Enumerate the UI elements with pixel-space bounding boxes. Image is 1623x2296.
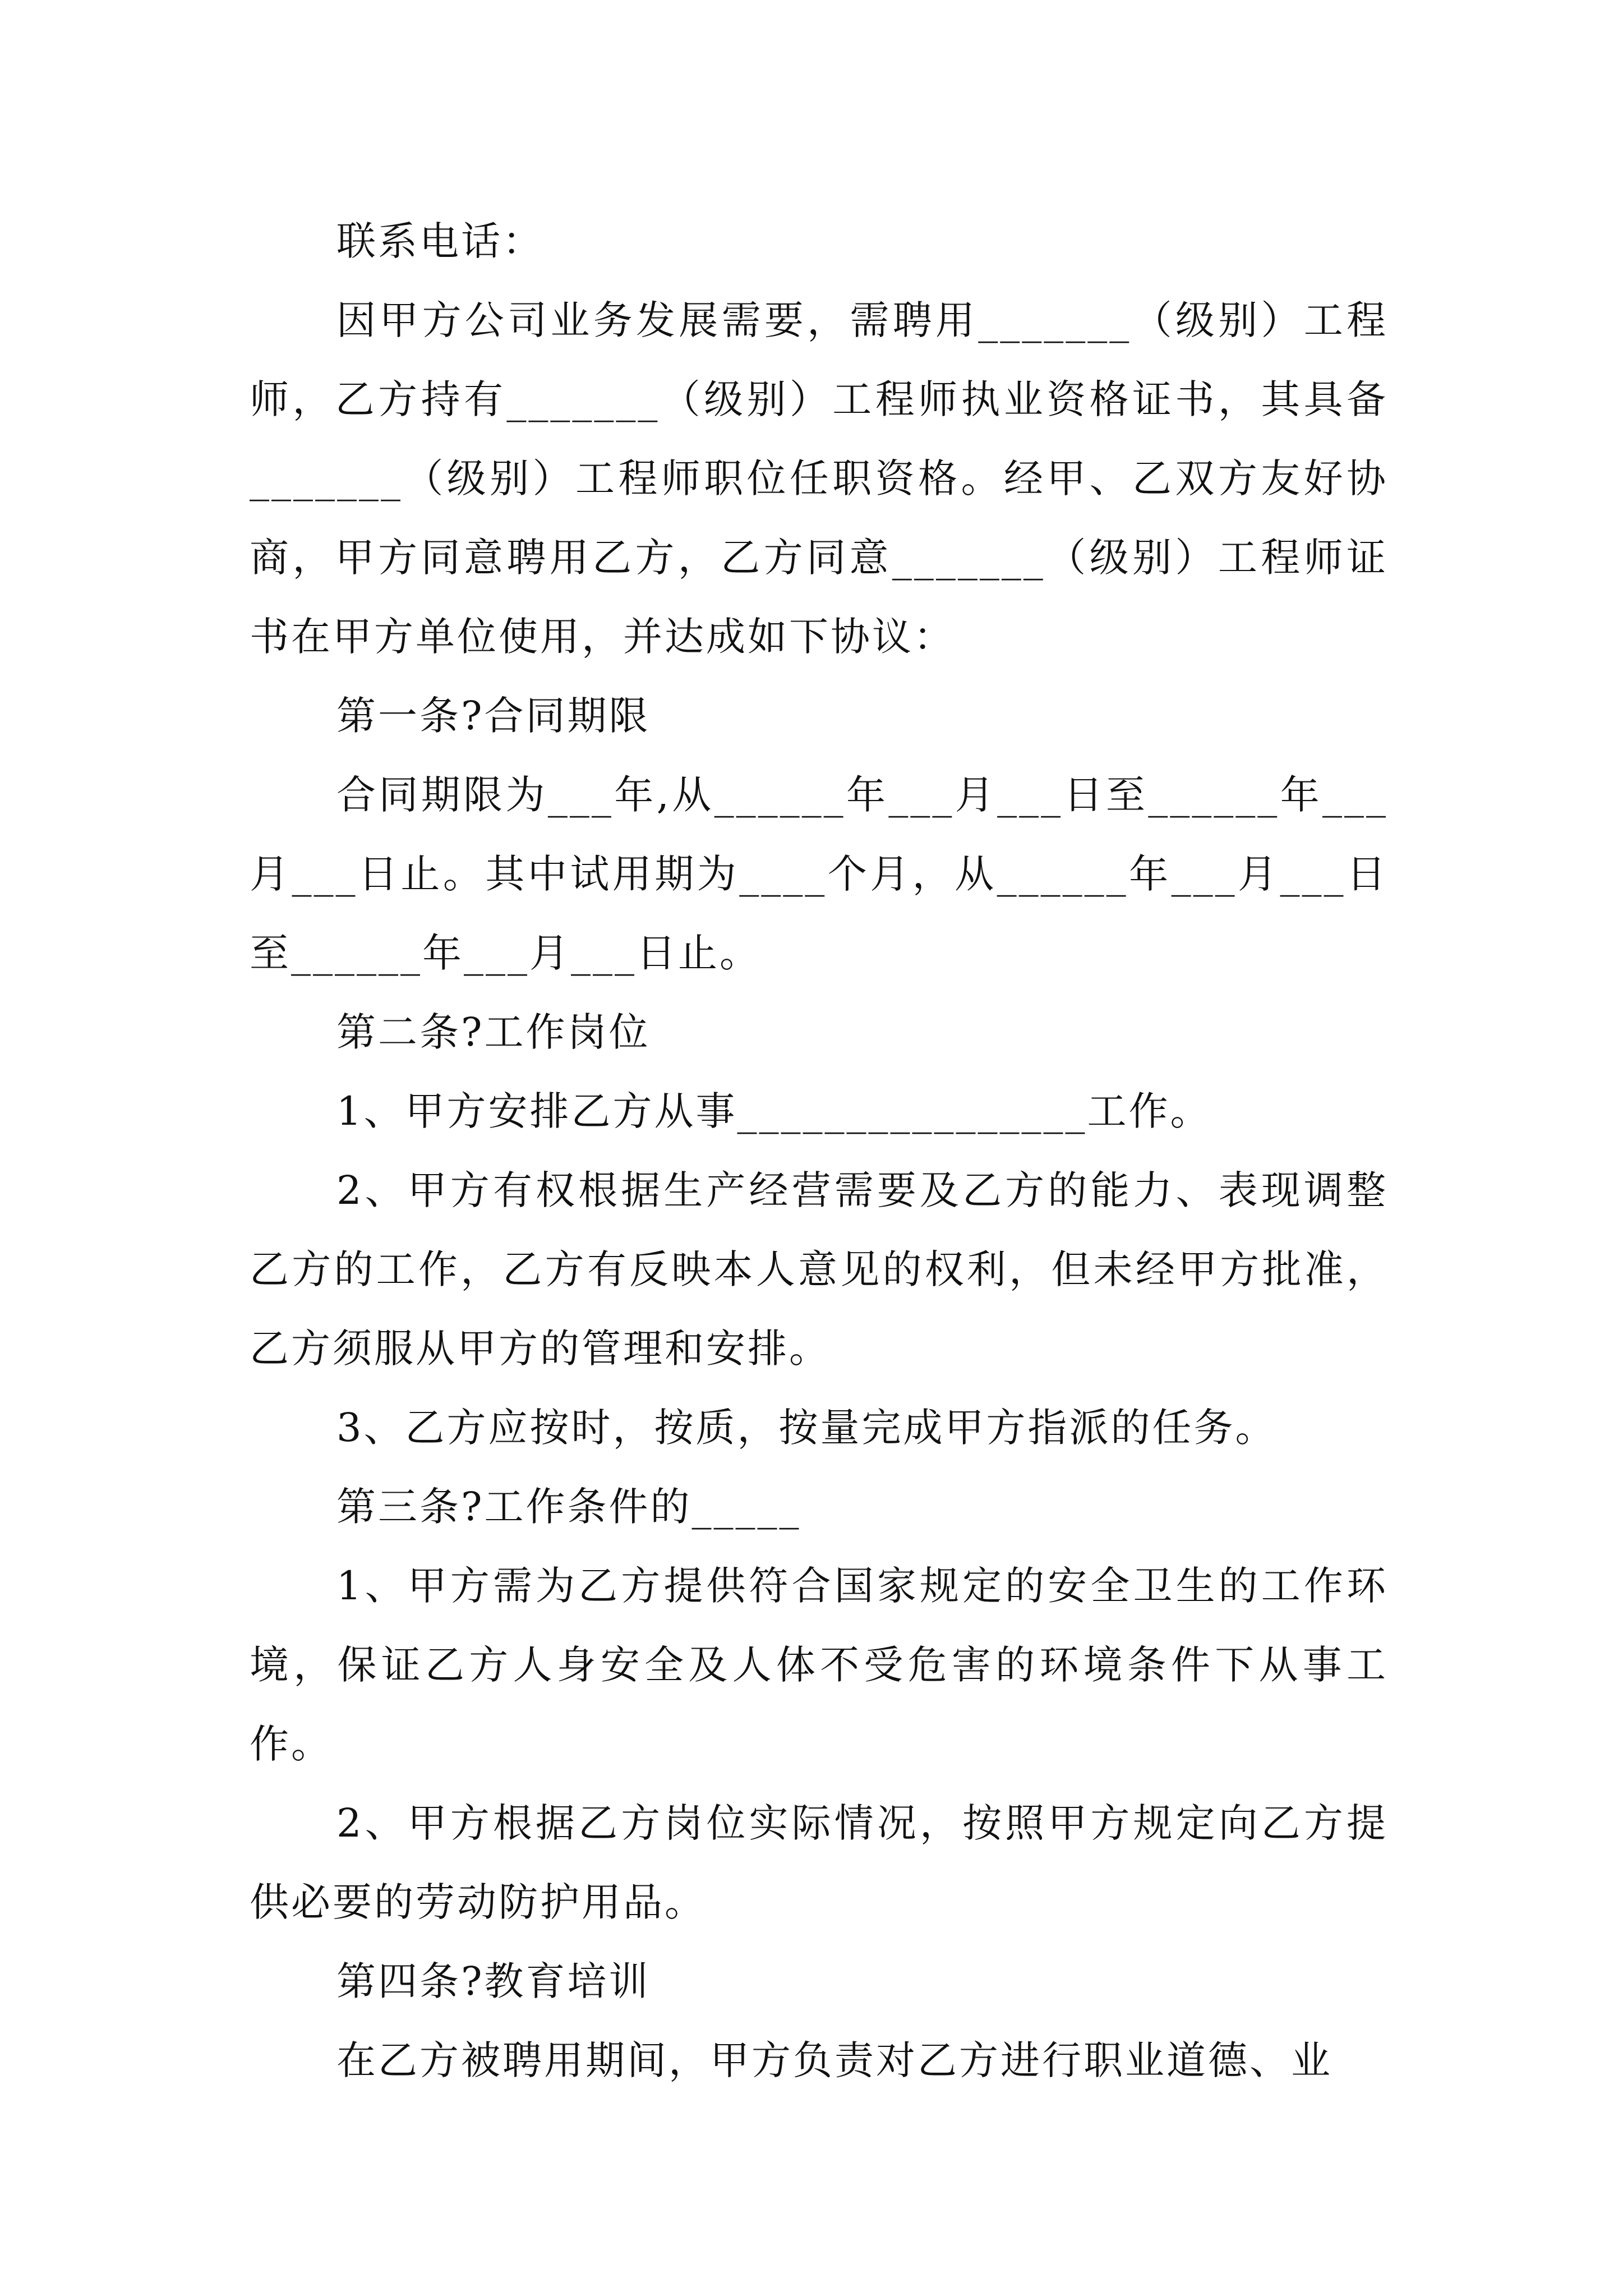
article-2-heading: 第二条?工作岗位 xyxy=(336,1009,651,1055)
article-1-heading: 第一条?合同期限 xyxy=(336,693,651,739)
article-3-clause-1: 1、甲方需为乙方提供符合国家规定的安全卫生的工作环境，保证乙方人身安全及人体不受危害的环境条件下从事工作。 xyxy=(250,1563,1388,1767)
article-4-paragraph: 在乙方被聘用期间，甲方负责对乙方进行职业道德、业 xyxy=(336,2037,1332,2083)
contact-phone-line: 联系电话： xyxy=(336,218,544,264)
article-4-heading: 第四条?教育培训 xyxy=(336,1958,651,2004)
article-3-heading: 第三条?工作条件的_____ xyxy=(336,1484,801,1530)
article-2-clause-2: 2、甲方有权根据生产经营需要及乙方的能力、表现调整乙方的工作，乙方有反映本人意见的权利，但未经甲方批准，乙方须服从甲方的管理和安排。 xyxy=(250,1167,1388,1372)
preamble-paragraph: 因甲方公司业务发展需要，需聘用_______（级别）工程师，乙方持有_______（级别）工程师执业资格证书，其具备_______（级别）工程师职位任职资格。经甲、乙双方友好协商，甲方同意聘用乙方，乙方同意_______（级别）工程师证书在甲方单位使用，并达成如下协议： xyxy=(250,297,1388,660)
article-2-clause-3: 3、乙方应按时，按质，按量完成甲方指派的任务。 xyxy=(336,1405,1277,1451)
document-body xyxy=(250,202,1388,2100)
article-3-clause-2: 2、甲方根据乙方岗位实际情况，按照甲方规定向乙方提供必要的劳动防护用品。 xyxy=(250,1800,1388,1925)
article-1-contract-term: 合同期限为___年,从______年___月___日至______年___月___日止。其中试用期为____个月，从______年___月___日至______年___月___日止。 xyxy=(250,772,1388,976)
article-2-clause-1: 1、甲方安排乙方从事________________工作。 xyxy=(336,1088,1212,1134)
